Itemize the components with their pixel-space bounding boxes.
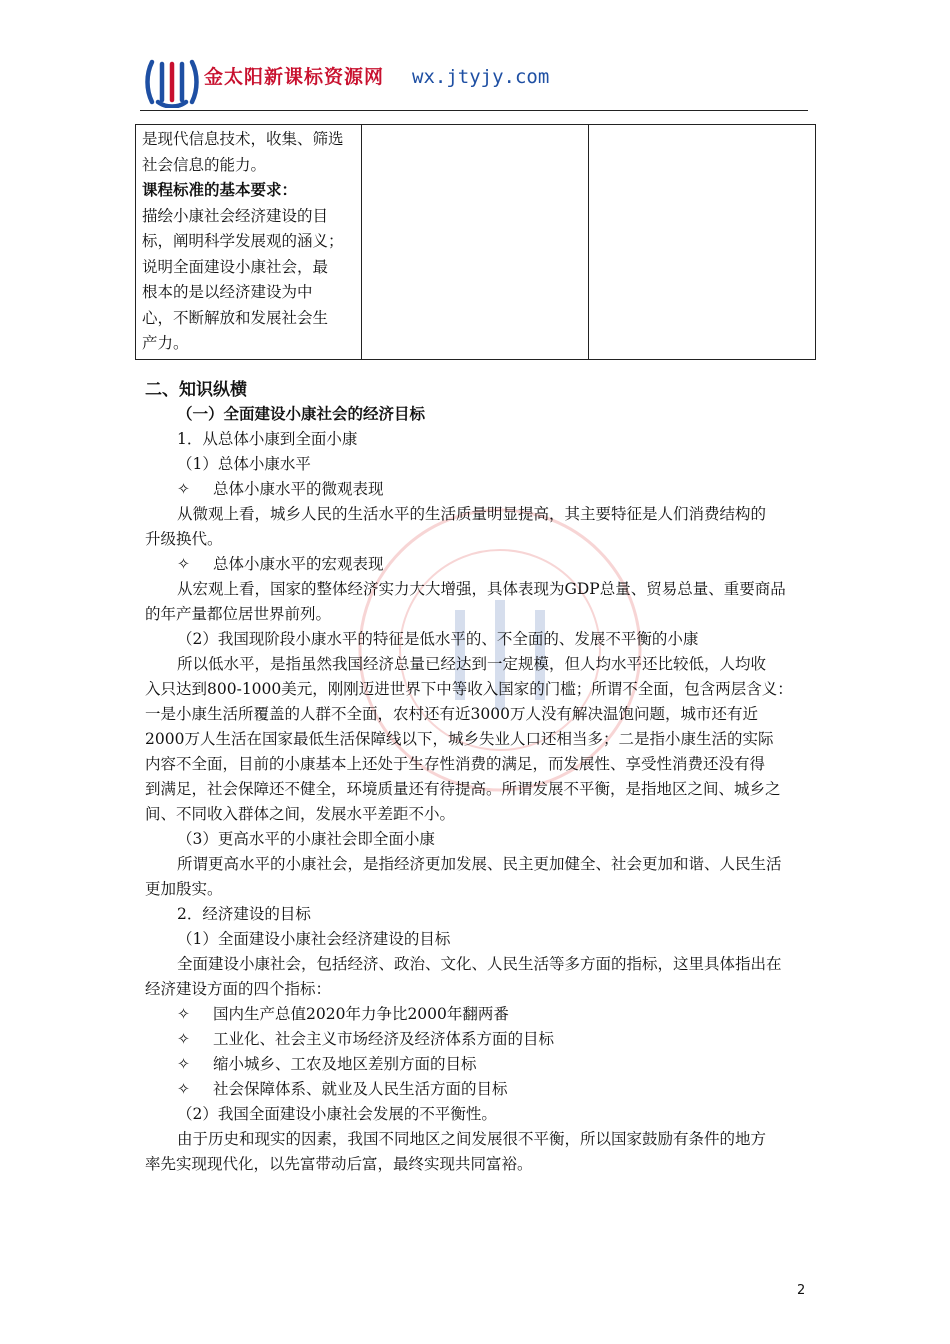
paragraph-line: 的年产量都位居世界前列。	[145, 605, 332, 623]
table-line: 心，不断解放和发展社会生	[142, 308, 329, 327]
diamond-bullet-icon: ✧	[177, 1080, 190, 1098]
table-cell-requirements	[136, 125, 362, 360]
table-line: 描绘小康社会经济建设的目	[142, 206, 329, 225]
goal-text: 缩小城乡、工农及地区差别方面的目标	[213, 1055, 477, 1073]
paragraph-line: 到满足，社会保障还不健全，环境质量还有待提高。所谓发展不平衡，是指地区之间、城乡之	[145, 780, 781, 798]
item-subheading: （1）总体小康水平	[177, 455, 311, 473]
bullet-text: 总体小康水平的微观表现	[213, 480, 384, 498]
table-line: 标，阐明科学发展观的涵义；	[142, 232, 344, 250]
paragraph-line: 间、不同收入群体之间，发展水平差距不小。	[145, 805, 456, 823]
table-line: 根本的是以经济建设为中	[142, 283, 313, 301]
table-line: 是现代信息技术，收集、筛选	[142, 130, 344, 148]
paragraph-line: 率先实现现代化，以先富带动后富，最终实现共同富裕。	[145, 1155, 533, 1173]
site-logo-icon	[144, 56, 200, 108]
goal-text: 社会保障体系、就业及人民生活方面的目标	[213, 1080, 508, 1098]
item-subheading: （3）更高水平的小康社会即全面小康	[177, 830, 435, 848]
goal-text: 国内生产总值2020年力争比2000年翻两番	[213, 1005, 509, 1023]
goal-item	[145, 1077, 810, 1102]
document-body	[145, 378, 810, 1177]
diamond-bullet-icon: ✧	[177, 1055, 190, 1073]
table-cell-empty	[362, 125, 589, 360]
goal-item	[145, 1002, 810, 1027]
paragraph-line: 内容不全面，目前的小康基本上还处于生存性消费的满足，而发展性、享受性消费还没有得	[145, 755, 766, 773]
paragraph-line: 所谓更高水平的小康社会，是指经济更加发展、民主更加健全、社会更加和谐、人民生活	[177, 855, 782, 873]
paragraph-line: 全面建设小康社会，包括经济、政治、文化、人民生活等多方面的指标，这里具体指出在	[177, 955, 782, 973]
paragraph-line: 入只达到800-1000美元，刚刚迈进世界下中等收入国家的门槛；所谓不全面，包含两层含义：	[145, 680, 793, 698]
site-name: 金太阳新课标资源网	[204, 66, 385, 88]
bullet-item	[145, 552, 810, 577]
goal-item	[145, 1027, 810, 1052]
item-subheading: （2）我国全面建设小康社会发展的不平衡性。	[177, 1105, 497, 1123]
paragraph-line: 从宏观上看，国家的整体经济实力大大增强，具体表现为GDP总量、贸易总量、重要商品	[177, 580, 786, 598]
goal-item	[145, 1052, 810, 1077]
diamond-bullet-icon: ✧	[177, 1005, 190, 1023]
goal-text: 工业化、社会主义市场经济及经济体系方面的目标	[213, 1030, 555, 1048]
table-heading: 课程标准的基本要求：	[142, 181, 298, 199]
paragraph-line: 更加殷实。	[145, 880, 223, 898]
table-cell-empty	[589, 125, 816, 360]
bullet-item	[145, 477, 810, 502]
paragraph-line: 2000万人生活在国家最低生活保障线以下，城乡失业人口还相当多；二是指小康生活的实际	[145, 730, 774, 748]
curriculum-table	[135, 124, 816, 360]
paragraph-line: 经济建设方面的四个指标：	[145, 980, 332, 998]
subsection-title: （一）全面建设小康社会的经济目标	[177, 405, 426, 423]
page-number: 2	[797, 1283, 806, 1298]
table-line: 说明全面建设小康社会，最	[142, 257, 329, 276]
item-subheading: （2）我国现阶段小康水平的特征是低水平的、不全面的、发展不平衡的小康	[177, 630, 699, 648]
diamond-bullet-icon: ✧	[177, 555, 190, 573]
item-heading: 2．经济建设的目标	[177, 905, 311, 923]
paragraph-line: 一是小康生活所覆盖的人群不全面，农村还有近3000万人没有解决温饱问题，城市还有近	[145, 705, 758, 723]
section-title: 二、知识纵横	[145, 380, 247, 400]
table-line: 社会信息的能力。	[142, 155, 267, 174]
paragraph-line: 从微观上看，城乡人民的生活水平的生活质量明显提高，其主要特征是人们消费结构的	[177, 505, 767, 523]
item-heading: 1．从总体小康到全面小康	[177, 430, 358, 448]
header-divider	[140, 110, 808, 111]
paragraph-line: 由于历史和现实的因素，我国不同地区之间发展很不平衡，所以国家鼓励有条件的地方	[177, 1130, 767, 1148]
page-header	[140, 52, 810, 110]
site-url[interactable]: wx.jtyjy.com	[412, 66, 550, 88]
table-line: 产力。	[142, 334, 189, 352]
paragraph-line: 所以低水平，是指虽然我国经济总量已经达到一定规模，但人均水平还比较低，人均收	[177, 655, 767, 673]
diamond-bullet-icon: ✧	[177, 1030, 190, 1048]
diamond-bullet-icon: ✧	[177, 480, 190, 498]
paragraph-line: 升级换代。	[145, 530, 223, 548]
item-subheading: （1）全面建设小康社会经济建设的目标	[177, 930, 451, 948]
bullet-text: 总体小康水平的宏观表现	[213, 555, 384, 573]
